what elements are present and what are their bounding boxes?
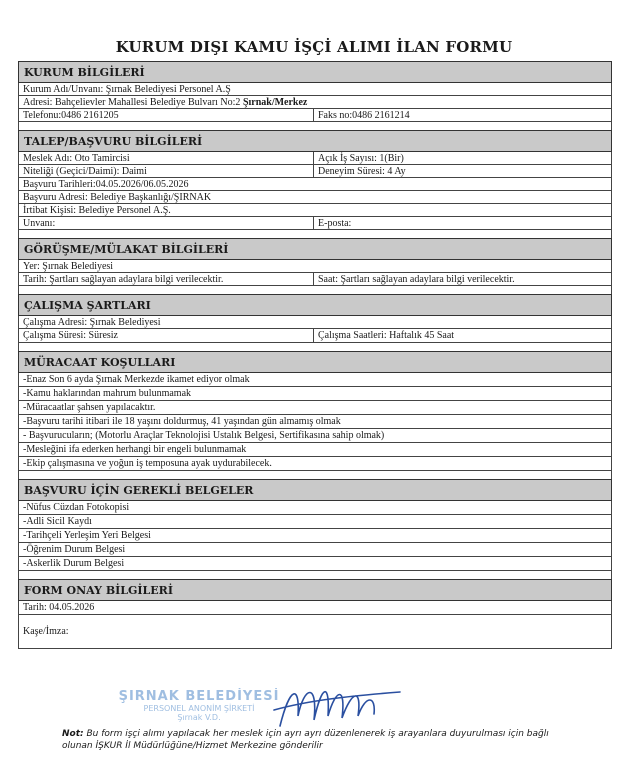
section-belgeler-header: BAŞVURU İÇİN GEREKLİ BELGELER — [18, 479, 612, 501]
talep-adres: Başvuru Adresi: Belediye Başkanlığı/ŞIRNAK — [18, 191, 612, 204]
form-title: KURUM DIŞI KAMU İŞÇİ ALIMI İLAN FORMU — [115, 38, 513, 56]
talep-meslek: Meslek Adı: Oto Tamircisi — [19, 152, 314, 164]
muracaat-item: -Müracaatlar şahsen yapılacaktır. — [18, 401, 612, 415]
form-note — [62, 728, 582, 752]
belge-item: -Askerlik Durum Belgesi — [18, 557, 612, 571]
kurum-iletisim-row — [18, 109, 612, 122]
onay-kase: Kaşe/İmza: — [18, 615, 612, 649]
calisma-adres: Çalışma Adresi: Şırnak Belediyesi — [18, 316, 612, 329]
talep-irtibat: İrtibat Kişisi: Belediye Personel A.Ş. — [18, 204, 612, 217]
section-talep-header: TALEP/BAŞVURU BİLGİLERİ — [18, 130, 612, 152]
muracaat-item: -Başvuru tarihi itibari ile 18 yaşını doldurmuş, 41 yaşından gün almamış olmak — [18, 415, 612, 429]
muracaat-item: -Kamu haklarından mahrum bulunmamak — [18, 387, 612, 401]
muracaat-item: -Ekip çalışmasına ve yoğun iş temposuna ayak uydurabilecek. — [18, 457, 612, 471]
belge-item: -Adli Sicil Kaydı — [18, 515, 612, 529]
belge-item: -Nüfus Cüzdan Fotokopisi — [18, 501, 612, 515]
section-gorusme-header: GÖRÜŞME/MÜLAKAT BİLGİLERİ — [18, 238, 612, 260]
form-body — [18, 62, 612, 649]
muracaat-item: -Mesleğini ifa ederken herhangi bir engeli bulunmamak — [18, 443, 612, 457]
talep-eposta: E-posta: — [318, 218, 352, 229]
kurum-adres-label: Adresi: Bahçelievler Mahallesi Belediye Bulvarı No:2 — [23, 97, 241, 108]
onay-tarih: Tarih: 04.05.2026 — [18, 601, 612, 615]
gorusme-saat: Saat: Şartları sağlayan adaylara bilgi verilecektir. — [318, 274, 515, 285]
talep-nitelik: Niteliği (Geçici/Daimi): Daimi — [19, 165, 314, 177]
kurum-telefon: Telefonu:0486 2161205 — [19, 109, 314, 121]
note-text: Bu form işçi alımı yapılacak her meslek için ayrı ayrı düzenlenerek iş arayanlara duyurulması için bağlı olunan İŞKUR İl Müdürlüğüne/Hizmet Merkezine gönderilir — [62, 729, 549, 751]
kurum-adres-city: Şırnak/Merkez — [242, 97, 308, 108]
muracaat-item: - Başvurucuların; (Motorlu Araçlar Teknolojisi Ustalık Belgesi, Sertifikasına sahip olmak) — [18, 429, 612, 443]
section-muracaat-header: MÜRACAAT KOŞULLARI — [18, 351, 612, 373]
gorusme-tarih: Tarih: Şartları sağlayan adaylara bilgi verilecektir. — [19, 273, 314, 285]
talep-deneyim: Deneyim Süresi: 4 Ay — [318, 166, 406, 177]
belge-item: -Öğrenim Durum Belgesi — [18, 543, 612, 557]
muracaat-item: -Enaz Son 6 ayda Şırnak Merkezde ikamet ediyor olmak — [18, 373, 612, 387]
talep-acik-is: Açık İş Sayısı: 1(Bir) — [318, 153, 404, 164]
stamp-line-2: PERSONEL ANONİM ŞİRKETİ — [143, 704, 255, 713]
stamp-line-3: Şırnak V.D. — [177, 713, 221, 722]
note-label: Not: — [62, 729, 84, 739]
belge-item: -Tarihçeli Yerleşim Yeri Belgesi — [18, 529, 612, 543]
gorusme-yer: Yer: Şırnak Belediyesi — [18, 260, 612, 273]
talep-row-unvan — [18, 217, 612, 230]
kurum-adi: Kurum Adı/Unvanı: Şırnak Belediyesi Personel A.Ş — [18, 83, 612, 96]
talep-row-1 — [18, 152, 612, 165]
talep-tarihler: Başvuru Tarihleri:04.05.2026/06.05.2026 — [18, 178, 612, 191]
kurum-faks: Faks no:0486 2161214 — [318, 110, 410, 121]
talep-row-2 — [18, 165, 612, 178]
calisma-saatler: Çalışma Saatleri: Haftalık 45 Saat — [318, 330, 455, 341]
kurum-adres — [18, 96, 612, 109]
gorusme-row-2 — [18, 273, 612, 286]
section-calisma-header: ÇALIŞMA ŞARTLARI — [18, 294, 612, 316]
section-kurum-header: KURUM BİLGİLERİ — [18, 61, 612, 83]
talep-unvani: Unvanı: — [19, 217, 314, 229]
handwritten-signature — [270, 676, 410, 736]
stamp-line-1: ŞIRNAK BELEDİYESİ — [118, 689, 280, 704]
calisma-sure: Çalışma Süresi: Süresiz — [19, 329, 314, 342]
calisma-row-2 — [18, 329, 612, 343]
section-onay-header: FORM ONAY BİLGİLERİ — [18, 579, 612, 601]
